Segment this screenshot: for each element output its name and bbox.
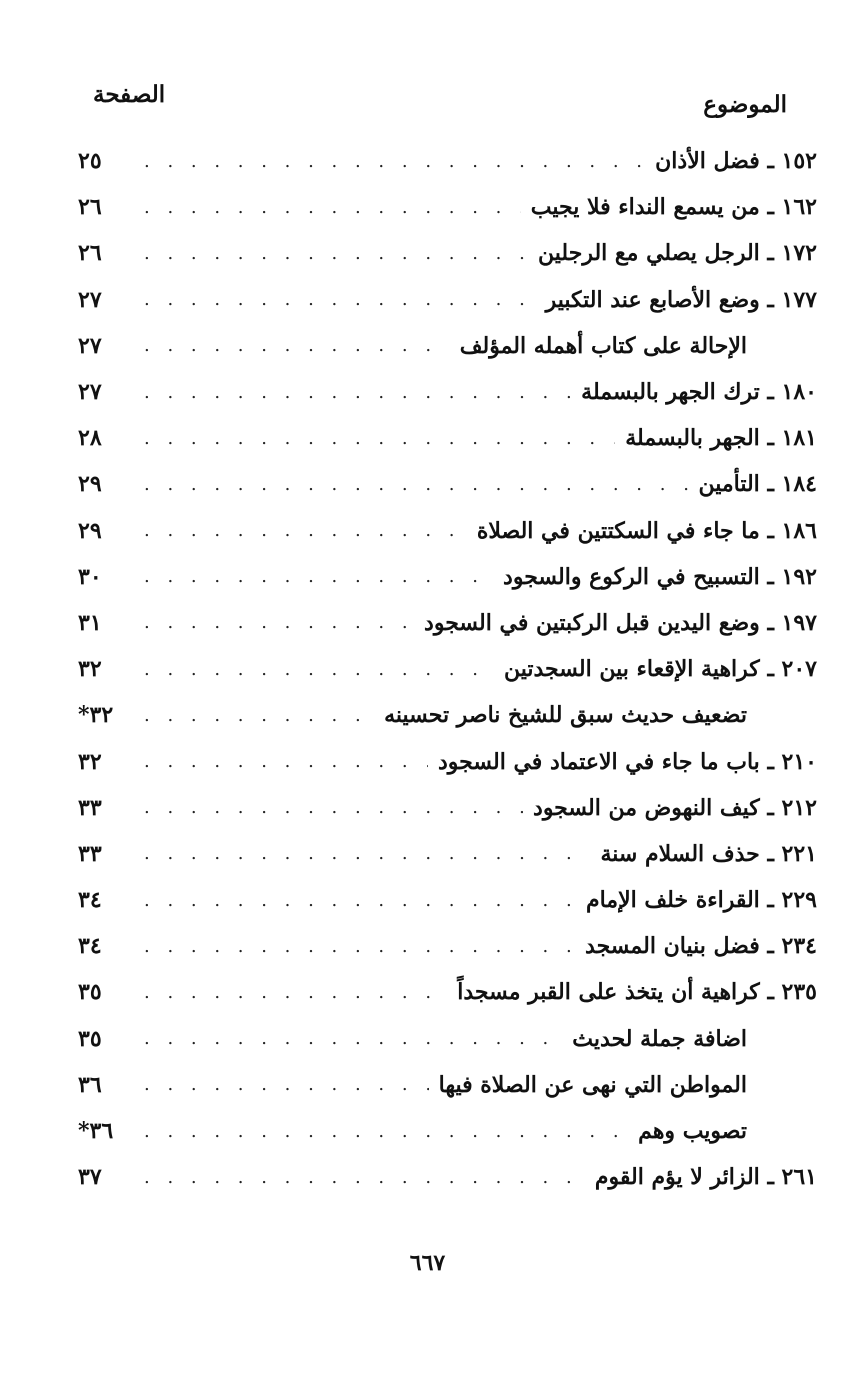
toc-entry-page-number: ٢٦ — [78, 240, 102, 267]
toc-entry-page-number: ٢٧ — [78, 286, 102, 313]
toc-entry-title: ٢٦١ ـ الزائر لا يؤم القوم — [594, 1164, 817, 1191]
toc-entry — [78, 785, 817, 831]
toc-entry — [78, 738, 817, 784]
toc-entry — [78, 1154, 817, 1200]
toc-entry — [78, 923, 817, 969]
toc-entry-title: اضافة جملة لحديث — [572, 1025, 747, 1052]
toc-entry-page-number: ٣٣ — [78, 794, 102, 821]
toc-entry-page-number: ٣٣ — [78, 840, 102, 867]
toc-entry-page-number: ٢٨ — [78, 425, 102, 452]
toc-entry-title: ٢٢٩ ـ القراءة خلف الإمام — [585, 887, 817, 914]
page-column-header: الصفحة — [93, 81, 166, 108]
page-folio-number: ٦٦٧ — [409, 1250, 446, 1276]
toc-entry-page-number: ٢٧ — [78, 379, 102, 406]
toc-entry — [78, 554, 817, 600]
dot-leader — [144, 890, 576, 911]
toc-entry-title: ٢١٠ ـ باب ما جاء في الاعتماد في السجود — [438, 748, 817, 775]
toc-entry — [78, 184, 817, 230]
toc-subentry — [78, 692, 817, 738]
toc-subentry — [78, 1016, 817, 1062]
toc-entry — [78, 138, 817, 184]
toc-entry-page-number: ٣٤ — [78, 887, 102, 914]
dot-leader — [144, 797, 523, 818]
toc-subentry — [78, 1062, 817, 1108]
dot-leader — [144, 1074, 429, 1095]
dot-leader — [144, 428, 615, 449]
toc-entry-title: الإحالة على كتاب أهمله المؤلف — [459, 332, 747, 359]
toc-entry-page-number: ٢٩ — [78, 517, 102, 544]
toc-entry-title: ٢٣٤ ـ فضل بنيان المسجد — [585, 933, 817, 960]
toc-entry-title: ١٨٤ ـ التأمين — [698, 471, 817, 498]
toc-entry — [78, 969, 817, 1015]
dot-leader — [144, 1028, 562, 1049]
toc-entry — [78, 646, 817, 692]
toc-entry-title: ٢١٢ ـ كيف النهوض من السجود — [533, 794, 817, 821]
toc-entry-title: ١٧٢ ـ الرجل يصلي مع الرجلين — [538, 240, 817, 267]
toc-entry-title: ١٩٢ ـ التسبيح في الركوع والسجود — [503, 563, 817, 590]
toc-entry-page-number: ٢٥ — [78, 148, 102, 175]
toc-entry-title: ١٧٧ ـ وضع الأصابع عند التكبير — [545, 286, 817, 313]
toc-entry-title: ١٨٠ ـ ترك الجهر بالبسملة — [581, 379, 817, 406]
toc-entry — [78, 369, 817, 415]
toc-entry-title: ١٩٧ ـ وضع اليدين قبل الركبتين في السجود — [424, 609, 817, 636]
dot-leader — [144, 1121, 628, 1142]
toc-entry-page-number: ٣٧ — [78, 1164, 102, 1191]
dot-leader — [144, 197, 521, 218]
dot-leader — [144, 151, 645, 172]
toc-entry-page-number: ٢٩ — [78, 471, 102, 498]
dot-leader — [144, 612, 414, 633]
toc-entry-title: المواطن التي نهى عن الصلاة فيها — [438, 1071, 747, 1098]
toc-entry-page-number: ٣١ — [78, 609, 102, 636]
toc-entry — [78, 277, 817, 323]
dot-leader — [144, 335, 450, 356]
dot-leader — [144, 705, 374, 726]
dot-leader — [144, 982, 447, 1003]
toc-entry-page-number: ٣٦* — [78, 1118, 114, 1145]
dot-leader — [144, 520, 467, 541]
toc-entry — [78, 508, 817, 554]
toc-entry-title: تضعيف حديث سبق للشيخ ناصر تحسينه — [384, 702, 747, 729]
dot-leader — [144, 474, 688, 495]
toc-entry-title: ١٨١ ـ الجهر بالبسملة — [625, 425, 817, 452]
dot-leader — [144, 843, 590, 864]
toc-entry — [78, 600, 817, 646]
dot-leader — [144, 243, 528, 264]
toc-subentry — [78, 323, 817, 369]
dot-leader — [144, 936, 575, 957]
toc-entry-title: تصويب وهم — [638, 1118, 747, 1145]
toc-entry-page-number: ٢٦ — [78, 194, 102, 221]
dot-leader — [144, 289, 536, 310]
toc-entry — [78, 877, 817, 923]
toc-entry-title: ٢٢١ ـ حذف السلام سنة — [600, 840, 817, 867]
toc-entry-page-number: ٣٢* — [78, 702, 114, 729]
toc-entry-page-number: ٣٤ — [78, 933, 102, 960]
toc-entry-page-number: ٣٦ — [78, 1071, 102, 1098]
toc-entry-title: ٢٠٧ ـ كراهية الإقعاء بين السجدتين — [504, 656, 817, 683]
toc-list — [78, 138, 817, 1200]
topic-column-header: الموضوع — [703, 91, 787, 118]
dot-leader — [144, 1167, 585, 1188]
toc-subentry — [78, 1108, 817, 1154]
toc-entry — [78, 230, 817, 276]
dot-leader — [144, 566, 493, 587]
toc-entry — [78, 831, 817, 877]
toc-entry-page-number: ٣٢ — [78, 656, 102, 683]
toc-entry-title: ١٨٦ ـ ما جاء في السكتتين في الصلاة — [476, 517, 817, 544]
toc-entry — [78, 415, 817, 461]
toc-entry-page-number: ٣٥ — [78, 979, 102, 1006]
toc-entry-title: ٢٣٥ ـ كراهية أن يتخذ على القبر مسجداً — [457, 979, 817, 1006]
dot-leader — [144, 382, 571, 403]
toc-entry-title: ١٥٢ ـ فضل الأذان — [655, 148, 817, 175]
toc-entry-page-number: ٣٠ — [78, 563, 102, 590]
toc-entry-page-number: ٣٢ — [78, 748, 102, 775]
toc-entry-title: ١٦٢ ـ من يسمع النداء فلا يجيب — [530, 194, 817, 221]
toc-entry — [78, 461, 817, 507]
toc-entry-page-number: ٣٥ — [78, 1025, 102, 1052]
dot-leader — [144, 659, 494, 680]
dot-leader — [144, 751, 428, 772]
toc-entry-page-number: ٢٧ — [78, 332, 102, 359]
